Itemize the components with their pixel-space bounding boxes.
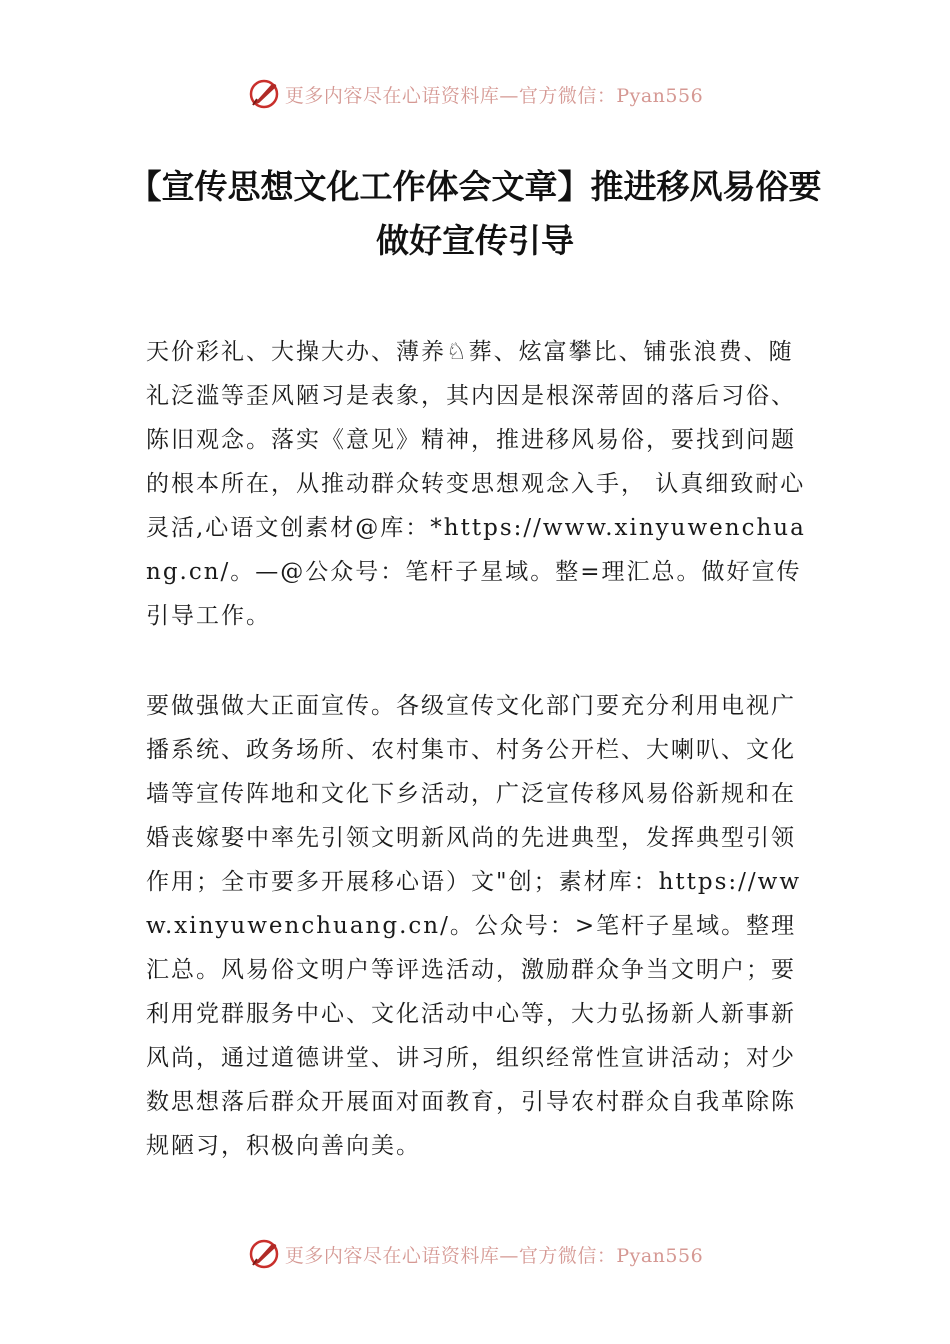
quill-logo-icon (247, 1237, 281, 1271)
quill-logo-icon (247, 77, 281, 111)
banner-text: 更多内容尽在心语资料库—官方微信：Pyan556 (284, 1244, 704, 1267)
paragraph-2: 要做强做大正面宣传。各级宣传文化部门要充分利用电视广播系统、政务场所、农村集市、村务公开栏、大喇叭、文化墙等宣传阵地和文化下乡活动，广泛宣传移风易俗新规和在婚丧嫁娶中率先引领文明新风尚的先进典型，发挥典型引领作用；全市要多开展移心语）文"创；素材库：https://www.xinyuwenchuang.cn/。公众号：>笔杆子星域。整理汇总。风易俗文明户等评选活动，激励群众争当文明户；要利用党群服务中心、文化活动中心等，大力弘扬新人新事新风尚，通过道德讲堂、讲习所，组织经常性宣讲活动；对少数思想落后群众开展面对面教育，引导农村群众自我革除陈规陋习，积极向善向美。 (146, 693, 802, 1159)
article-title: 【宣传思想文化工作体会文章】推进移风易俗要做好宣传引导 (128, 167, 822, 260)
paragraph-1: 天价彩礼、大操大办、薄养♘葬、炫富攀比、铺张浪费、随礼泛滥等歪风陋习是表象，其内因是根深蒂固的落后习俗、陈旧观念。落实《意见》精神，推进移风易俗，要找到问题的根本所在，从推动群众转变思想观念入手， 认真细致耐心灵活,心语文创素材@库：*https://www.xinyuwenchuang.cn/。—@公众号：笔杆子星域。整=理汇总。做好宣传引导工作。 (146, 339, 806, 629)
header-banner (0, 74, 950, 114)
banner-text: 更多内容尽在心语资料库—官方微信：Pyan556 (284, 84, 704, 107)
footer-banner (0, 1234, 950, 1274)
